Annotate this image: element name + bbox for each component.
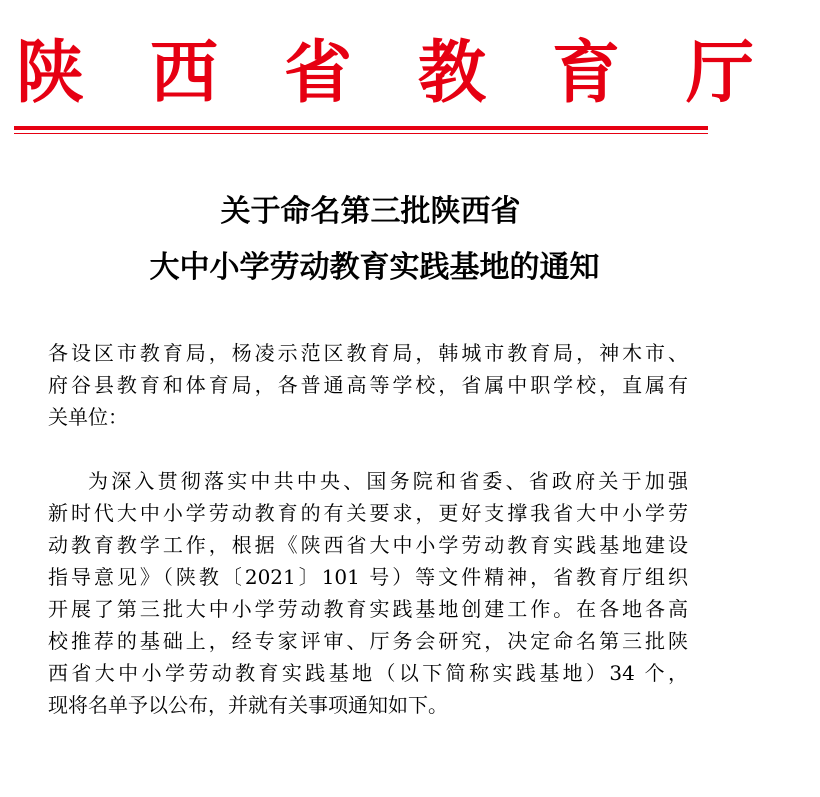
header-red-divider-thick: [14, 126, 708, 130]
recipients-line: 各设区市教育局，杨凌示范区教育局，韩城市教育局，神木市、: [48, 341, 688, 365]
paragraph-line: 现将名单予以公布，并就有关事项通知如下。: [48, 693, 448, 717]
paragraph-line: 校推荐的基础上，经专家评审、厅务会研究，决定命名第三批陕: [48, 629, 688, 653]
header-red-divider-thin: [14, 133, 708, 134]
issuer-header-title: 陕西省教育厅: [16, 33, 820, 113]
paragraph-line: 新时代大中小学劳动教育的有关要求，更好支撑我省大中小学劳: [48, 501, 688, 525]
recipients-line: 府谷县教育和体育局，各普通高等学校，省属中职学校，直属有: [48, 373, 688, 397]
paragraph-line: 开展了第三批大中小学劳动教育实践基地创建工作。在各地各高: [48, 597, 688, 621]
notice-title-line-2: 大中小学劳动教育实践基地的通知: [149, 250, 600, 285]
notice-title-line-1: 关于命名第三批陕西省: [220, 194, 521, 229]
body-paragraph: [48, 465, 688, 721]
paragraph-line: 指导意见》（陕教〔2021〕101 号）等文件精神，省教育厅组织: [48, 565, 688, 589]
paragraph-line: 动教育教学工作，根据《陕西省大中小学劳动教育实践基地建设: [48, 533, 688, 557]
paragraph-line: 为深入贯彻落实中共中央、国务院和省委、省政府关于加强: [88, 469, 688, 493]
recipients-block: [48, 337, 688, 433]
recipients-line: 关单位：: [48, 405, 128, 429]
paragraph-line: 西省大中小学劳动教育实践基地（以下简称实践基地）34 个，: [48, 661, 688, 685]
